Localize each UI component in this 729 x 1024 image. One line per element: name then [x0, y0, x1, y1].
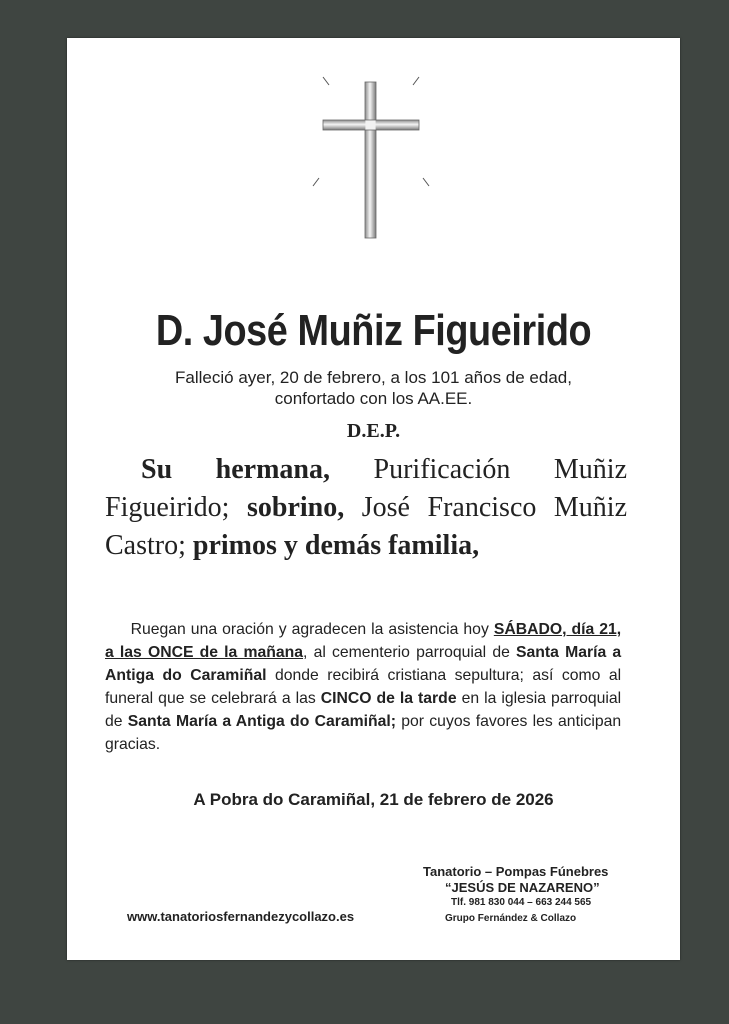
family-text-sister: Purificación Muñiz Figueirido; [105, 454, 627, 523]
body-text-3: donde recibirá cristiana sepultura; así como al funeral que se celebrará a las [105, 667, 622, 707]
ceremony-paragraph [105, 618, 621, 756]
place-and-date: A Pobra do Caramiñal, 21 de febrero de 2026 [193, 790, 554, 809]
funeral-home-group: Grupo Fernández & Collazo [445, 913, 577, 924]
website-link[interactable]: www.tanatoriosfernandezycollazo.es [127, 909, 355, 924]
family-label-sister: Su hermana, [141, 454, 330, 485]
funeral-home-name: “JESÚS DE NAZARENO” [445, 880, 600, 895]
death-info-line-2: confortado con los AA.EE. [274, 389, 473, 408]
family-label-cousins: primos y demás familia, [185, 530, 480, 561]
body-church: Santa María a Antiga do Caramiñal; [127, 713, 397, 730]
body-funeral-time: CINCO de la tarde [320, 690, 457, 707]
cross-header [67, 72, 680, 282]
family-text-nephew: José Francisco Muñiz Castro; [105, 492, 627, 561]
dep-abbreviation: D.E.P. [346, 420, 401, 442]
family-paragraph [105, 451, 627, 565]
body-date-time: SÁBADO, día 21, a las ONCE de la mañana [105, 621, 622, 661]
funeral-home-phones: Tlf. 981 830 044 – 663 244 565 [451, 897, 592, 908]
body-text-4: en la iglesia parroquial de [105, 690, 622, 730]
family-label-nephew: sobrino, [229, 492, 345, 523]
body-text-2: , al cementerio parroquial de [303, 644, 517, 661]
radiant-cross-icon [303, 72, 443, 282]
funeral-home-type: Tanatorio – Pompas Fúnebres [423, 864, 609, 879]
obituary-notice [67, 38, 680, 960]
body-cemetery: Santa María a Antiga do Caramiñal [105, 644, 622, 684]
death-info-line-1: Falleció ayer, 20 de febrero, a los 101 años de edad, [175, 368, 572, 387]
body-text-1: Ruegan una oración y agradecen la asistencia hoy [130, 621, 494, 638]
deceased-name: D. José Muñiz Figueirido [155, 306, 592, 355]
body-text-5: por cuyos favores les anticipan gracias. [105, 713, 622, 753]
